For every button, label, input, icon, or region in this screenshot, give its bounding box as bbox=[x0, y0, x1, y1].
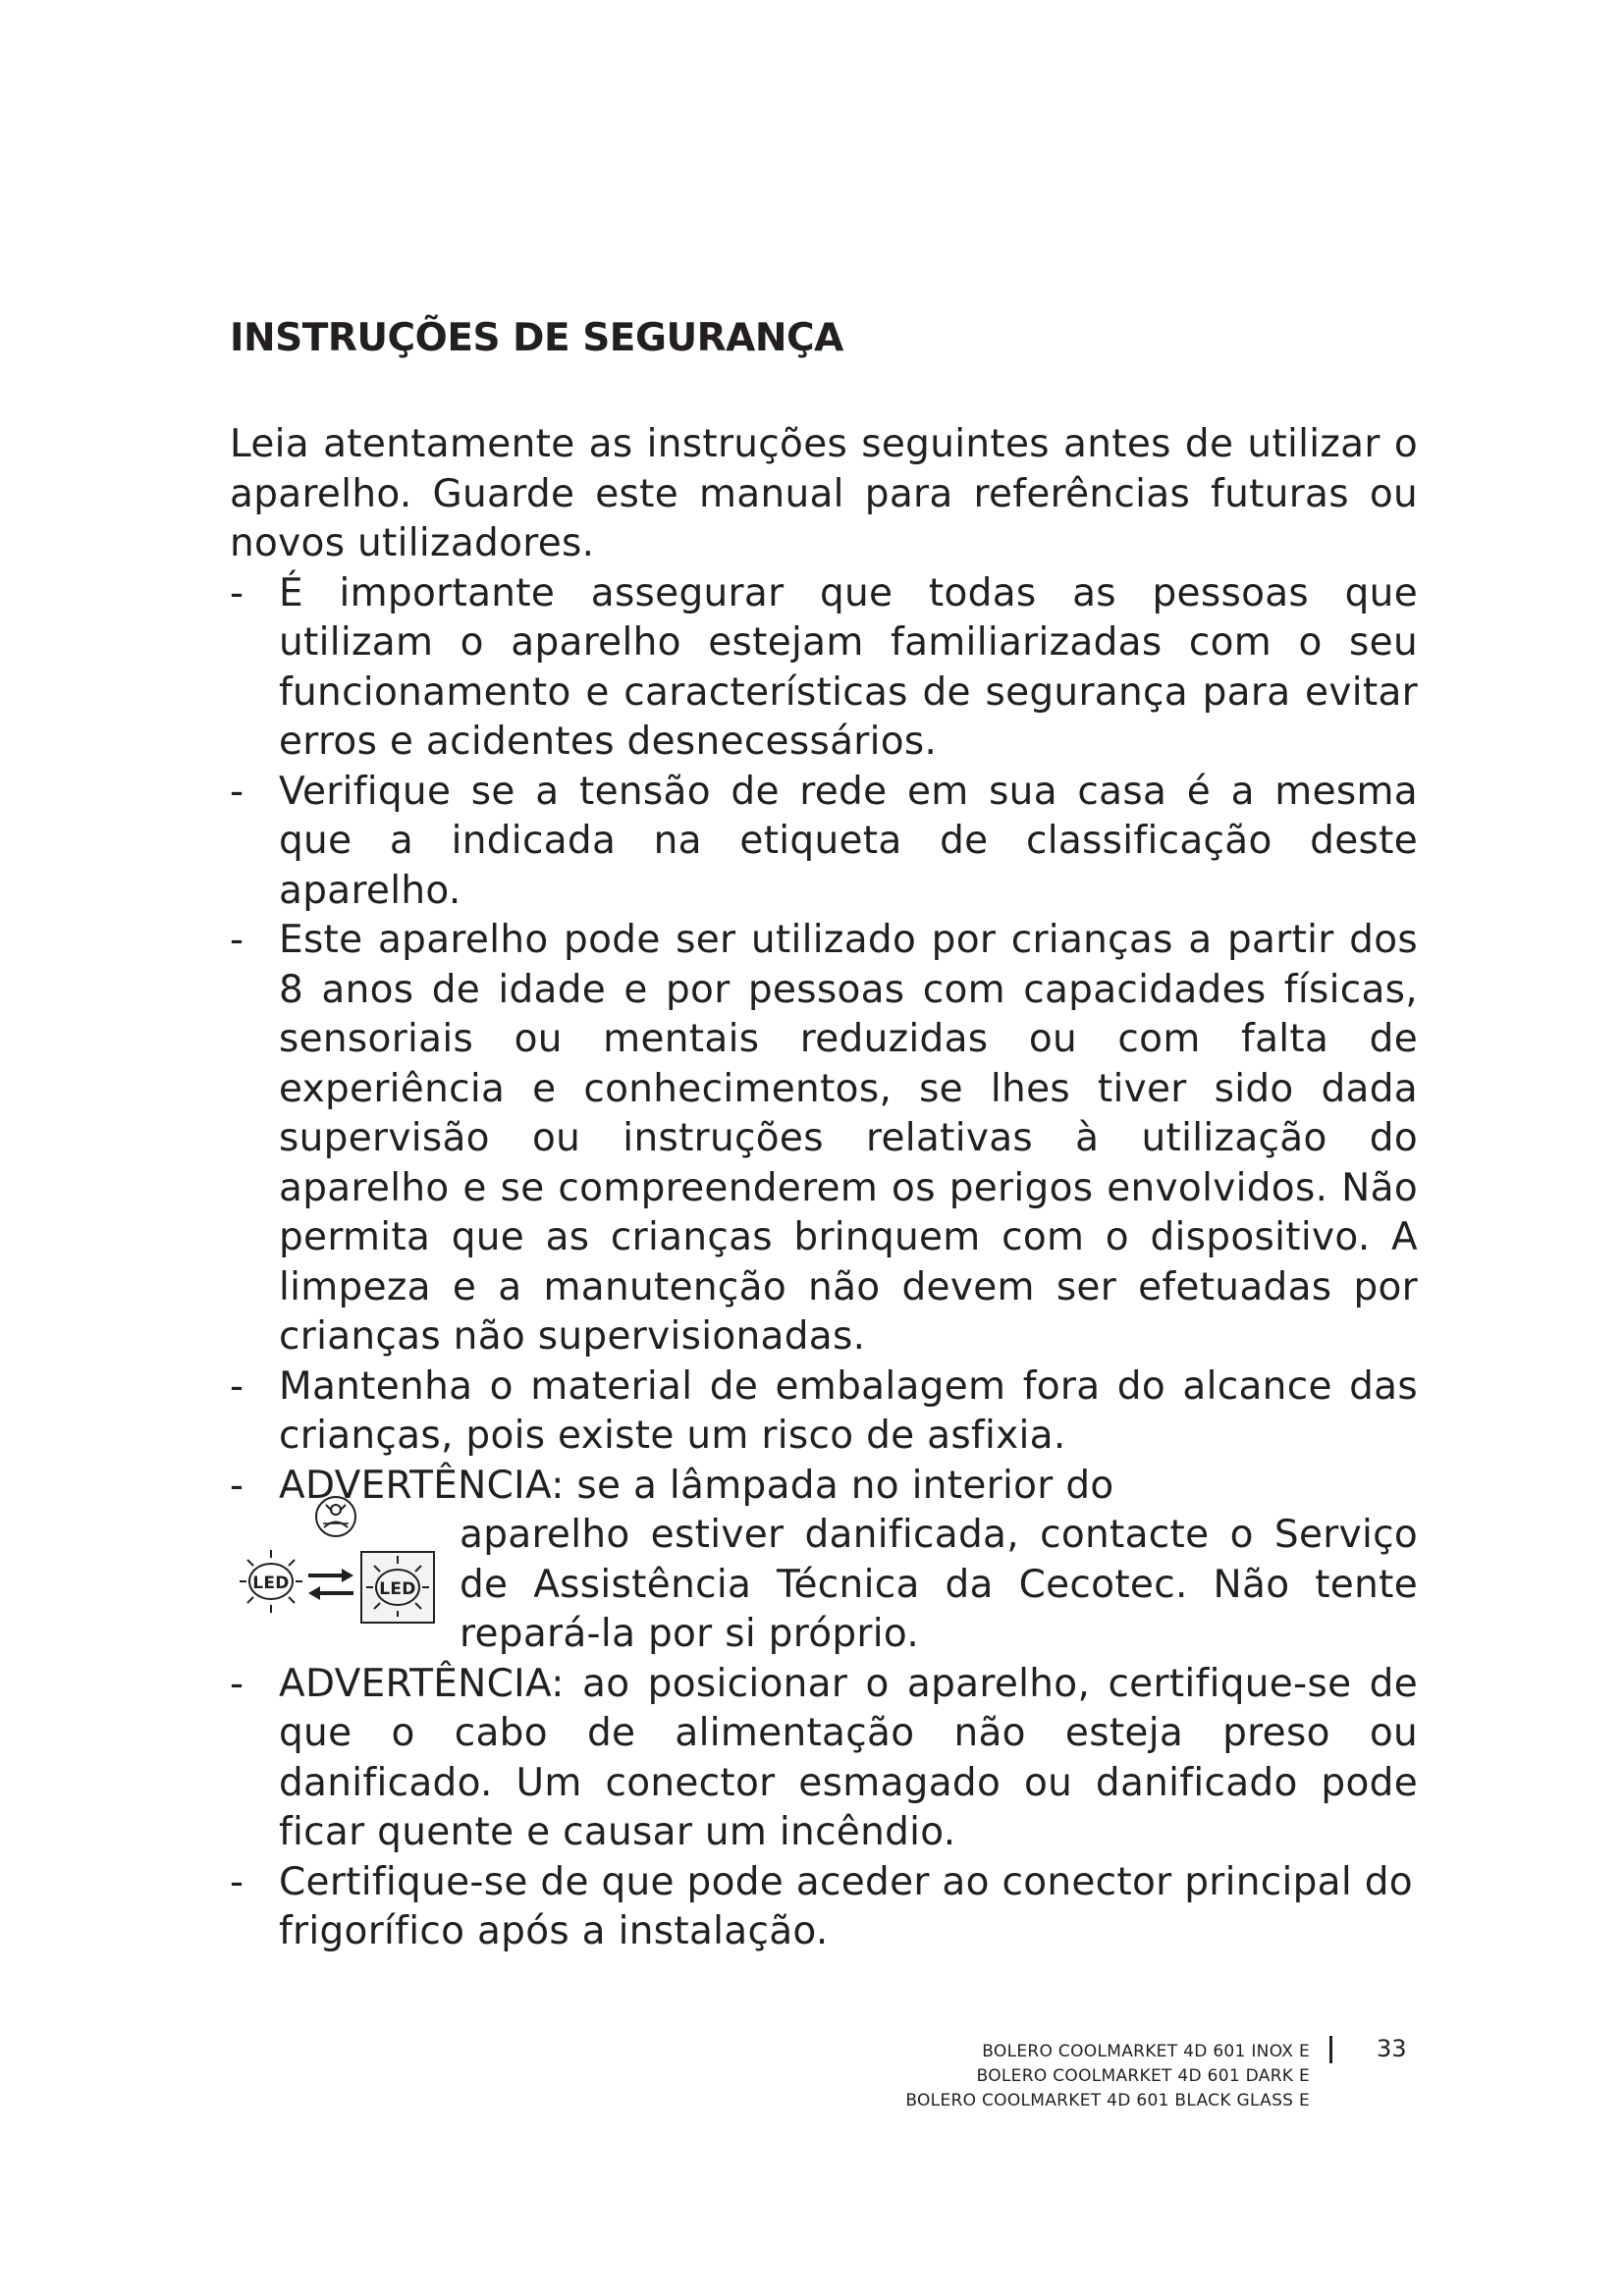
safety-instructions bbox=[230, 420, 1418, 1957]
list-item bbox=[230, 1660, 1418, 1858]
bullet-dash: - bbox=[230, 769, 244, 814]
model-name: BOLERO COOLMARKET 4D 601 BLACK GLASS E bbox=[905, 2091, 1310, 2110]
page-title: INSTRUÇÕES DE SEGURANÇA bbox=[230, 316, 843, 360]
item-text: Verifique se a tensão de rede em sua casa é a mesma que a indicada na etiqueta de classificação deste aparelho. bbox=[279, 769, 1418, 913]
footer-models bbox=[905, 2040, 1310, 2113]
footer-divider bbox=[1329, 2036, 1332, 2063]
item-text: Mantenha o material de embalagem fora do alcance das crianças, pois existe um risco de asfixia. bbox=[279, 1363, 1418, 1458]
led-label-left: LED bbox=[252, 1574, 290, 1593]
model-name: BOLERO COOLMARKET 4D 601 DARK E bbox=[976, 2066, 1310, 2086]
page-number: 33 bbox=[1377, 2035, 1407, 2062]
led-replacement-icon bbox=[230, 1495, 442, 1642]
model-name: BOLERO COOLMARKET 4D 601 INOX E bbox=[982, 2042, 1310, 2061]
bullet-dash: - bbox=[230, 1859, 244, 1904]
led-label-right: LED bbox=[379, 1579, 416, 1599]
list-item-led-warning bbox=[230, 1462, 1418, 1660]
item-text: Este aparelho pode ser utilizado por crianças a partir dos 8 anos de idade e por pessoas com capacidades físicas, sensoriais ou mentais reduzidas ou com falta de experiência e conhecimentos, se lhes tiver sido dada supervisão ou instruções relativas à utilização do aparelho e se compreenderem os perigos envolvidos. Não permita que as crianças brinquem com o dispositivo. A limpeza e a manutenção não devem ser efetuadas por crianças não supervisionadas. bbox=[279, 918, 1418, 1359]
bullet-dash: - bbox=[230, 570, 244, 615]
list-item bbox=[230, 768, 1418, 917]
list-item bbox=[230, 916, 1418, 1362]
list-item bbox=[230, 569, 1418, 768]
bullet-dash: - bbox=[230, 918, 244, 962]
warning-body bbox=[252, 1511, 1418, 1660]
list-item bbox=[230, 1362, 1418, 1462]
list-item bbox=[230, 1858, 1418, 1957]
item-text: Certifique-se de que pode aceder ao conector principal do frigorífico após a instalação. bbox=[279, 1859, 1413, 1953]
bullet-dash: - bbox=[230, 1661, 244, 1706]
instruction-list bbox=[230, 569, 1418, 1957]
item-text: É importante assegurar que todas as pessoas que utilizam o aparelho estejam familiarizadas com o seu funcionamento e características de segurança para evitar erros e acidentes desnecessários. bbox=[279, 570, 1418, 764]
warning-text: aparelho estiver danificada, contacte o Serviço de Assistência Técnica da Cecotec. Não tente repará-la por si próprio. bbox=[460, 1513, 1418, 1656]
service-person-icon bbox=[316, 1497, 355, 1536]
warning-heading: ADVERTÊNCIA: se a lâmpada no interior do bbox=[279, 1463, 1114, 1508]
bullet-dash: - bbox=[230, 1463, 244, 1508]
bullet-dash: - bbox=[230, 1363, 244, 1409]
intro-paragraph: Leia atentamente as instruções seguintes antes de utilizar o aparelho. Guarde este manual para referências futuras ou novos utilizadores. bbox=[230, 422, 1418, 565]
item-text: ADVERTÊNCIA: ao posicionar o aparelho, certifique-se de que o cabo de alimentação não esteja preso ou danificado. Um conector esmagado ou danificado pode ficar quente e causar um incêndio. bbox=[279, 1661, 1418, 1854]
exchange-arrows-icon bbox=[308, 1569, 353, 1600]
